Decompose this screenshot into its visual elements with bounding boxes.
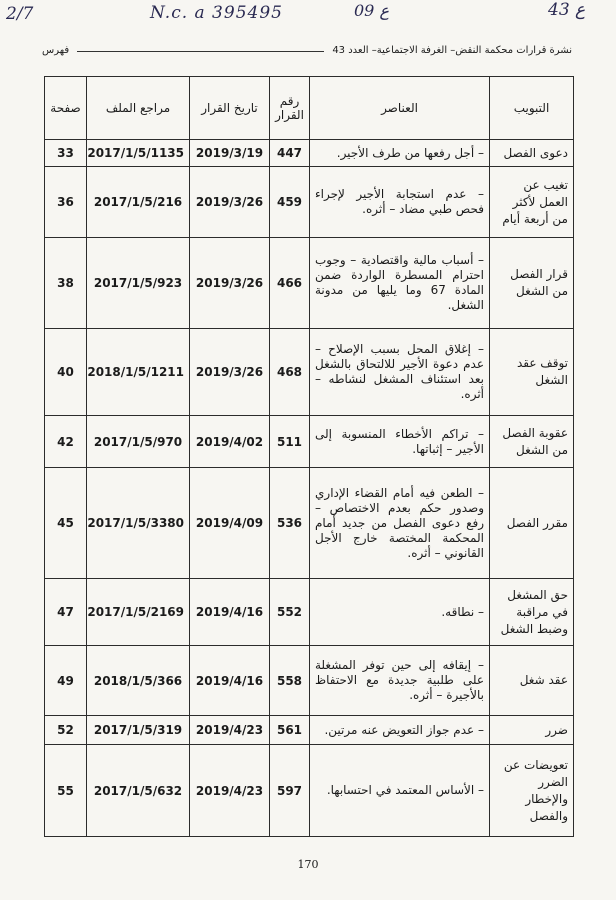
- decision-number-cell: 558: [270, 646, 310, 716]
- publication-series-title: نشرة قرارات محكمة النقض– الغرفة الاجتماعية– العدد 43: [332, 44, 572, 56]
- file-reference-cell: 2017/1/5/3380: [87, 468, 190, 579]
- decision-date-cell: 2019/3/26: [190, 329, 270, 416]
- column-header-decision-date: تاريخ القرار: [190, 77, 270, 140]
- table-row: [45, 238, 574, 329]
- decision-number-cell: 597: [270, 745, 310, 837]
- handwritten-reference: N.c. a 395495: [150, 3, 283, 23]
- file-reference-cell: 2017/1/5/216: [87, 167, 190, 238]
- column-header-elements: العناصر: [310, 77, 490, 140]
- decision-number-cell: 561: [270, 716, 310, 745]
- topic-cell: مقرر الفصل: [490, 468, 574, 579]
- page-cell: 42: [45, 416, 87, 468]
- page-cell: 55: [45, 745, 87, 837]
- page-cell: 52: [45, 716, 87, 745]
- index-table: [44, 76, 574, 837]
- file-reference-cell: 2017/1/5/319: [87, 716, 190, 745]
- header-rule: [77, 51, 324, 52]
- column-header-page: صفحة: [45, 77, 87, 140]
- elements-cell: – الطعن فيه أمام القضاء الإداري وصدور حكم بعدم الاختصاص – رفع دعوى الفصل من جديد أمام المحكمة المختصة خارج الأجل القانوني – أثره.: [310, 468, 490, 579]
- page-cell: 47: [45, 579, 87, 646]
- file-reference-cell: 2017/1/5/923: [87, 238, 190, 329]
- decision-number-cell: 468: [270, 329, 310, 416]
- elements-cell: – نطاقه.: [310, 579, 490, 646]
- table-row: [45, 579, 574, 646]
- topic-cell: قرار الفصل من الشغل: [490, 238, 574, 329]
- decision-number-cell: 466: [270, 238, 310, 329]
- topic-cell: تغيب عن العمل لأكثر من أربعة أيام: [490, 167, 574, 238]
- table-row: [45, 140, 574, 167]
- file-reference-cell: 2018/1/5/366: [87, 646, 190, 716]
- elements-cell: – تراكم الأخطاء المنسوبة إلى الأجير – إثباتها.: [310, 416, 490, 468]
- table-row: [45, 468, 574, 579]
- page-cell: 33: [45, 140, 87, 167]
- file-reference-cell: 2017/1/5/632: [87, 745, 190, 837]
- table-row: [45, 745, 574, 837]
- column-header-file-reference: مراجع الملف: [87, 77, 190, 140]
- table-row: [45, 167, 574, 238]
- decision-date-cell: 2019/4/02: [190, 416, 270, 468]
- topic-cell: تعويضات عن الضرر والإخطار والفصل: [490, 745, 574, 837]
- file-reference-cell: 2018/1/5/1211: [87, 329, 190, 416]
- topic-cell: دعوى الفصل: [490, 140, 574, 167]
- elements-cell: – أسباب مالية واقتصادية – وجوب احترام المسطرة الواردة ضمن المادة 67 وما يليها من مدونة الشغل.: [310, 238, 490, 329]
- elements-cell: – أجل رفعها من طرف الأجير.: [310, 140, 490, 167]
- decision-date-cell: 2019/4/09: [190, 468, 270, 579]
- table-header-row: [45, 77, 574, 140]
- handwritten-corner-mark-left: 2/7: [6, 4, 34, 24]
- decision-date-cell: 2019/4/16: [190, 579, 270, 646]
- table-row: [45, 416, 574, 468]
- decision-date-cell: 2019/4/23: [190, 745, 270, 837]
- page-number: 170: [297, 858, 319, 871]
- topic-cell: عقد شغل: [490, 646, 574, 716]
- page-cell: 36: [45, 167, 87, 238]
- table-row: [45, 646, 574, 716]
- topic-cell: توقف عقد الشغل: [490, 329, 574, 416]
- decision-date-cell: 2019/3/26: [190, 238, 270, 329]
- topic-cell: ضرر: [490, 716, 574, 745]
- topic-cell: عقوبة الفصل من الشغل: [490, 416, 574, 468]
- page-cell: 38: [45, 238, 87, 329]
- section-title: فهرس: [42, 44, 70, 56]
- page-cell: 49: [45, 646, 87, 716]
- column-header-decision-number: رقم القرار: [270, 77, 310, 140]
- topic-cell: حق المشغل في مراقبة وضبط الشغل: [490, 579, 574, 646]
- page-cell: 45: [45, 468, 87, 579]
- running-header: [42, 40, 572, 60]
- page-cell: 40: [45, 329, 87, 416]
- handwritten-number: 09 ع: [354, 1, 389, 20]
- file-reference-cell: 2017/1/5/970: [87, 416, 190, 468]
- decision-date-cell: 2019/3/26: [190, 167, 270, 238]
- file-reference-cell: 2017/1/5/1135: [87, 140, 190, 167]
- elements-cell: – عدم استجابة الأجير لإجراء فحص طبي مضاد – أثره.: [310, 167, 490, 238]
- decision-date-cell: 2019/4/23: [190, 716, 270, 745]
- handwritten-corner-mark-right: 43 ع: [548, 0, 586, 20]
- table-row: [45, 716, 574, 745]
- elements-cell: – الأساس المعتمد في احتسابها.: [310, 745, 490, 837]
- decision-number-cell: 552: [270, 579, 310, 646]
- decision-date-cell: 2019/3/19: [190, 140, 270, 167]
- decision-number-cell: 447: [270, 140, 310, 167]
- elements-cell: – إيقافه إلى حين توفر المشغلة على طلبية جديدة مع الاحتفاظ بالأجيرة – أثره.: [310, 646, 490, 716]
- decision-number-cell: 536: [270, 468, 310, 579]
- elements-cell: – عدم جواز التعويض عنه مرتين.: [310, 716, 490, 745]
- table-row: [45, 329, 574, 416]
- decision-number-cell: 459: [270, 167, 310, 238]
- decision-number-cell: 511: [270, 416, 310, 468]
- file-reference-cell: 2017/1/5/2169: [87, 579, 190, 646]
- column-header-topic: التبويب: [490, 77, 574, 140]
- decision-date-cell: 2019/4/16: [190, 646, 270, 716]
- elements-cell: – إغلاق المحل بسبب الإصلاح – عدم دعوة الأجير للالتحاق بالشغل بعد استئناف المشغل لنشاطه – أثره.: [310, 329, 490, 416]
